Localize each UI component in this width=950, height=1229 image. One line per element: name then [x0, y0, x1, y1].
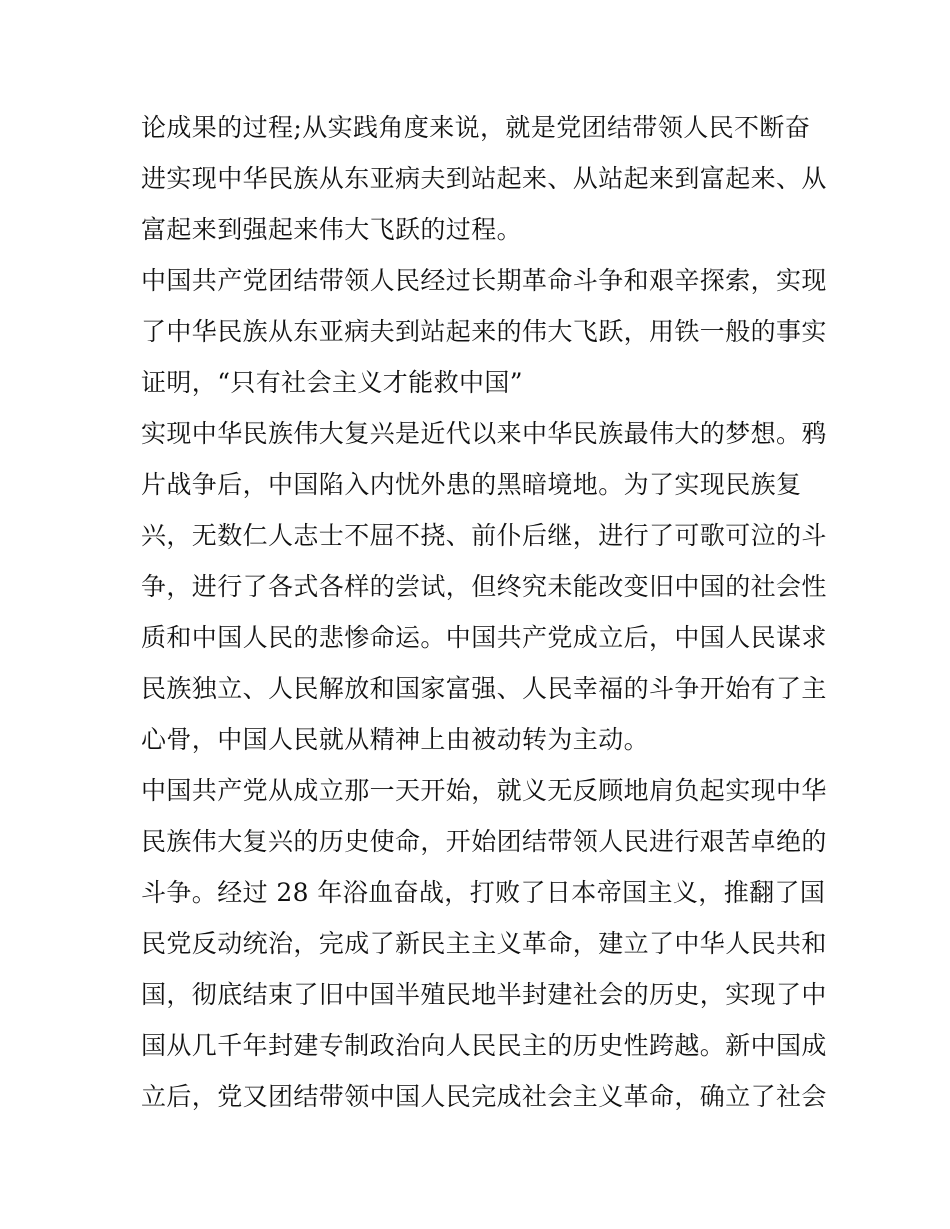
- text-line: 争，进行了各式各样的尝试，但终究未能改变旧中国的社会性: [141, 572, 827, 601]
- paragraph-3: [141, 408, 827, 765]
- text-line: 立后，党又团结带领中国人民完成社会主义革命，确立了社会: [141, 1082, 827, 1111]
- text-line: 实现中华民族伟大复兴是近代以来中华民族最伟大的梦想。鸦: [141, 419, 827, 448]
- text-line: 民族伟大复兴的历史使命，开始团结带领人民进行艰苦卓绝的: [141, 827, 827, 856]
- text-line: 片战争后，中国陷入内忧外患的黑暗境地。为了实现民族复: [141, 470, 802, 499]
- text-line: 证明，“只有社会主义才能救中国”: [141, 368, 523, 397]
- paragraph-4: [141, 765, 827, 1122]
- paragraph-2: [141, 255, 827, 408]
- text-line: 国，彻底结束了旧中国半殖民地半封建社会的历史，实现了中: [141, 980, 827, 1009]
- paragraph-1: [141, 102, 827, 255]
- text-line: 了中华民族从东亚病夫到站起来的伟大飞跃，用铁一般的事实: [141, 317, 827, 346]
- text-line: 兴，无数仁人志士不屈不挠、前仆后继，进行了可歌可泣的斗: [141, 521, 827, 550]
- text-line: 中国共产党团结带领人民经过长期革命斗争和艰辛探索，实现: [141, 266, 827, 295]
- text-line: 斗争。经过 28 年浴血奋战，打败了日本帝国主义，推翻了国: [141, 878, 826, 907]
- text-line: 进实现中华民族从东亚病夫到站起来、从站起来到富起来、从: [141, 164, 827, 193]
- text-line: 论成果的过程;从实践角度来说，就是党团结带领人民不断奋: [141, 113, 811, 142]
- text-line: 民族独立、人民解放和国家富强、人民幸福的斗争开始有了主: [141, 674, 827, 703]
- text-line: 民党反动统治，完成了新民主主义革命，建立了中华人民共和: [141, 929, 827, 958]
- document-body: [141, 102, 827, 1122]
- text-line: 心骨，中国人民就从精神上由被动转为主动。: [141, 725, 650, 754]
- text-line: 富起来到强起来伟大飞跃的过程。: [141, 215, 523, 244]
- text-line: 中国共产党从成立那一天开始，就义无反顾地肩负起实现中华: [141, 776, 827, 805]
- text-line: 国从几千年封建专制政治向人民民主的历史性跨越。新中国成: [141, 1031, 827, 1060]
- text-line: 质和中国人民的悲惨命运。中国共产党成立后，中国人民谋求: [141, 623, 827, 652]
